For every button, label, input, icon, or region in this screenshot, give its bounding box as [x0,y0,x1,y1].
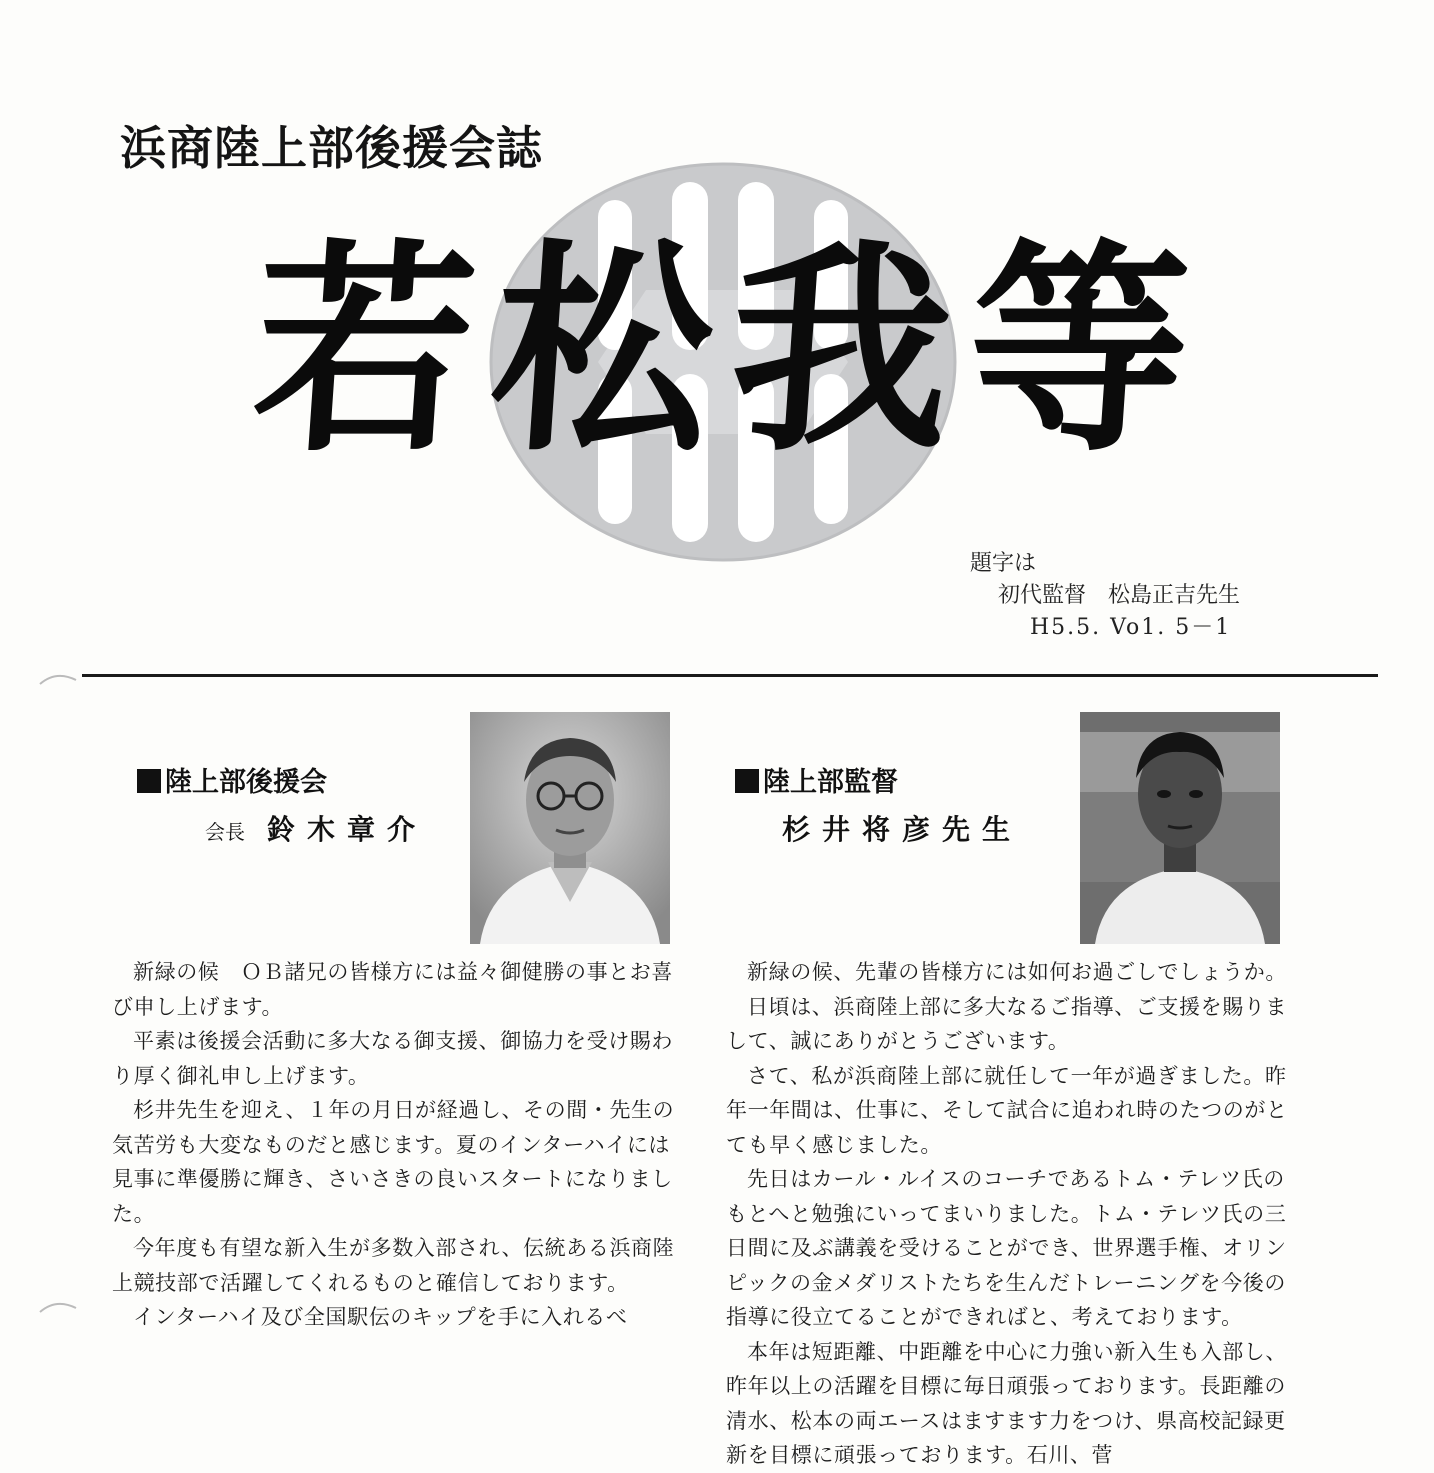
right-heading-text: 陸上部監督 [763,767,898,798]
subtitle: 浜商陸上部後援会誌 [120,121,543,175]
left-name-line [205,808,427,848]
coach-photo [1080,712,1280,944]
portrait-icon [470,712,670,944]
divider-rule [82,674,1378,677]
square-bullet-icon [137,769,161,793]
right-paragraph: 新緑の候、先輩の皆様方には如何お過ごしでしょうか。 [747,960,1287,984]
square-bullet-icon [735,769,759,793]
role-label: 会長 [205,820,245,844]
masthead-title: 若松我等 [245,217,1217,482]
left-heading-text: 陸上部後援会 [165,767,327,798]
portrait-icon [1080,712,1280,944]
right-paragraph: 先日はカール・ルイスのコーチであるトム・テレツ氏のもとへと勉強にいってまいりました。トム・テレツ氏の三日間に及ぶ講義を受けることができ、世界選手権、オリンピックの金メダリストたちを生んだトレーニングを今後の指導に役立てることができればと、考えております。 [726,1167,1287,1329]
left-paragraph: 杉井先生を迎え、１年の月日が経過し、その間・先生の気苦労も大変なものだと感じます。夏のインターハイには見事に準優勝に輝き、さいさきの良いスタートになりました。 [112,1098,675,1226]
right-section-heading [735,760,898,799]
left-body-text [112,955,680,1425]
issue-number: H5.5. Vo1. 5－1 [1030,615,1232,640]
right-paragraph: 日頃は、浜商陸上部に多大なるご指導、ご支援を賜りまして、誠にありがとうございます。 [726,994,1287,1053]
binder-hole-mark-icon [38,668,78,688]
coach-name: 杉井将彦先生 [782,813,1023,846]
credit-line-1: 題字は [970,551,1037,576]
right-body-text [726,955,1294,1467]
title-credit [970,548,1240,644]
right-paragraph: さて、私が浜商陸上部に就任して一年が過ぎました。昨年一年間は、仕事に、そして試合に追われ時のたつのがとても早く感じました。 [726,1063,1288,1157]
left-paragraph: 今年度も有望な新入生が多数入部され、伝統ある浜商陸上競技部で活躍してくれるものと確信しております。 [112,1236,675,1295]
left-section-heading [137,760,327,799]
left-paragraph: インターハイ及び全国駅伝のキップを手に入れるべ [133,1305,628,1329]
president-photo [470,712,670,944]
president-name: 鈴木章介 [267,813,428,846]
credit-line-2: 初代監督 松島正吉先生 [998,583,1241,608]
left-paragraph: 平素は後援会活動に多大なる御支援、御協力を受け賜わり厚く御礼申し上げます。 [112,1029,673,1088]
right-paragraph: 本年は短距離、中距離を中心に力強い新入生も入部し、昨年以上の活躍を目標に毎日頑張っております。長距離の清水、松本の両エースはますます力をつけ、県高校記録更新を目標に頑張っております。石川、菅 [726,1339,1287,1467]
left-paragraph: 新緑の候 ＯＢ諸兄の皆様方には益々御健勝の事とお喜び申し上げます。 [112,960,673,1019]
binder-hole-mark-icon [38,1296,78,1316]
right-name-line [782,808,1022,848]
